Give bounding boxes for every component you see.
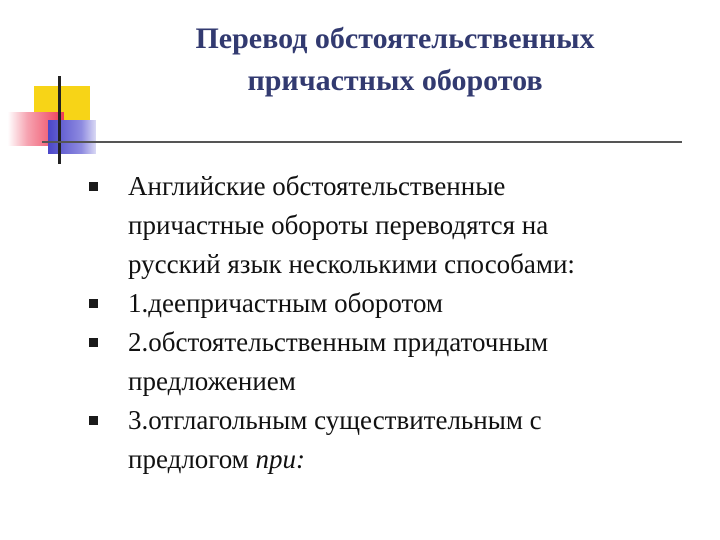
title-underline bbox=[42, 141, 682, 143]
bullet-square-icon bbox=[89, 182, 98, 191]
bullet-text-line bbox=[128, 440, 686, 479]
title-line-2: причастных оборотов bbox=[247, 64, 543, 97]
bullet-square-icon bbox=[89, 338, 98, 347]
title-line-1: Перевод обстоятельственных bbox=[195, 22, 595, 55]
bullet-text-line: 3.отглагольным существительным с bbox=[128, 405, 542, 435]
bullet-item-2 bbox=[86, 323, 686, 401]
ornament-vertical-line bbox=[58, 76, 61, 164]
bullet-square-icon bbox=[89, 299, 98, 308]
bullet-text-italic: при: bbox=[255, 444, 306, 474]
bullet-text-line: предложением bbox=[128, 366, 296, 396]
bullet-text-line: причастные обороты переводятся на bbox=[128, 210, 549, 240]
bullet-item-1 bbox=[86, 284, 686, 323]
bullet-text-line: 1.деепричастным оборотом bbox=[128, 288, 444, 318]
bullet-list bbox=[86, 167, 686, 479]
bullet-text-line: Английские обстоятельственные bbox=[128, 171, 506, 201]
bullet-text-line: русский язык несколькими способами: bbox=[128, 249, 575, 279]
slide-title bbox=[130, 18, 660, 102]
bullet-item-3 bbox=[86, 401, 686, 479]
bullet-text-line: 2.обстоятельственным придаточным bbox=[128, 327, 549, 357]
ornament-blue-bar bbox=[48, 120, 96, 154]
bullet-text-prefix: предлогом bbox=[128, 444, 256, 474]
bullet-square-icon bbox=[89, 416, 98, 425]
bullet-item-intro bbox=[86, 167, 686, 284]
